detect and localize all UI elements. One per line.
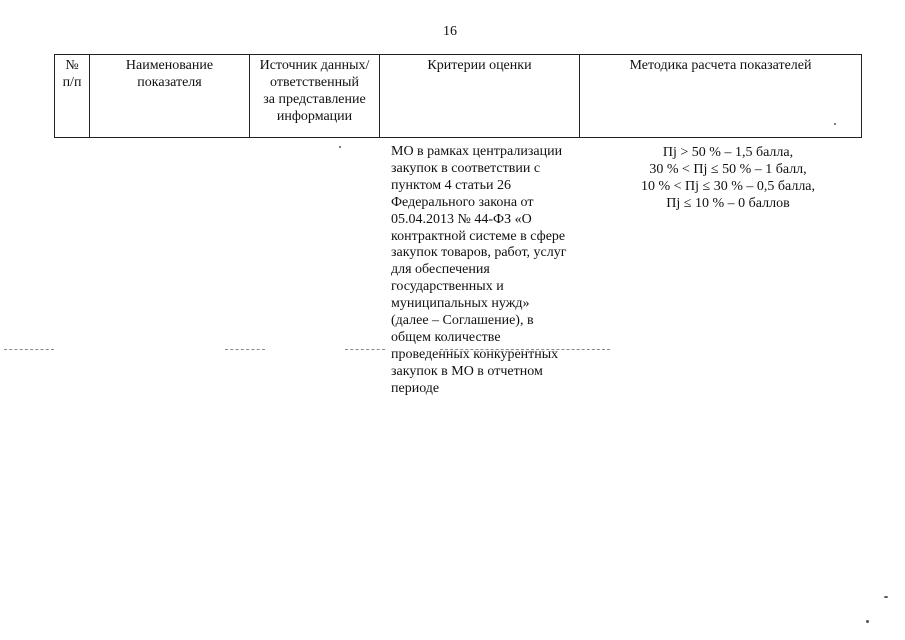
scan-artifact-dashes: [440, 349, 610, 350]
scan-artifact-dashes: [4, 349, 54, 350]
scan-artifact-dashes: [225, 349, 265, 350]
scan-artifact-speck: [866, 620, 869, 623]
scan-artifact-speck: [339, 146, 341, 148]
scan-artifact-speck: [834, 123, 836, 125]
scan-artifact-dashes: [345, 349, 385, 350]
table-row-continuation: [54, 141, 861, 441]
page-number: 16: [443, 24, 457, 39]
method-cell-text: Пj > 50 % – 1,5 балла, 30 % < Пj ≤ 50 % – 1 балл, 10 % < Пj ≤ 30 % – 0,5 балла, Пj ≤ 10 % – 0 баллов: [640, 145, 816, 211]
header-cell-indicator-name: Наименование показателя: [90, 55, 250, 138]
header-row: [55, 55, 862, 138]
header-cell-number: № п/п: [55, 55, 90, 138]
header-cell-evaluation-criteria: Критерии оценки: [380, 55, 580, 138]
header-table: [54, 54, 862, 138]
criteria-cell-text: МО в рамках централизации закупок в соответствии с пунктом 4 статьи 26 Федерального закона от 05.04.2013 № 44-ФЗ «О контрактной системе в сфере закупок товаров, работ, услуг для обеспечения государственных и муниципальных нужд» (далее – Соглашение), в общем количестве проведенных конкурентных закупок в МО в отчетном периоде: [391, 144, 567, 396]
header-cell-data-source: Источник данных/ ответственный за представление информации: [250, 55, 380, 138]
header-cell-calculation-method: Методика расчета показателей: [580, 55, 862, 138]
scan-artifact-speck: [884, 596, 888, 598]
